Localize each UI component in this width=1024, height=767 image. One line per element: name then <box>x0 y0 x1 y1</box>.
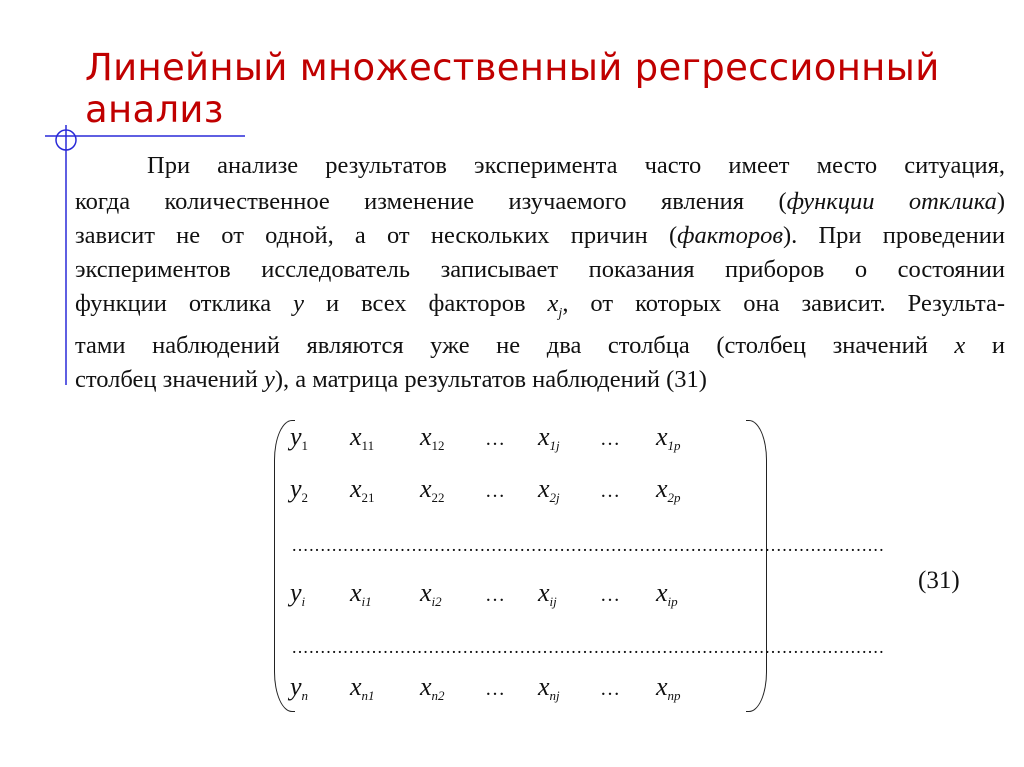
matrix-variable: x <box>538 672 550 701</box>
matrix-cell <box>350 578 372 610</box>
text: ) <box>996 188 1005 215</box>
matrix-cell <box>290 578 305 610</box>
matrix-subscript: 1p <box>667 438 681 453</box>
matrix-subscript: 2 <box>301 490 309 505</box>
paragraph-line <box>75 188 1005 216</box>
matrix-cell <box>656 672 681 704</box>
matrix-variable: x <box>420 672 432 701</box>
matrix-cell <box>350 422 374 454</box>
matrix-cell <box>656 422 681 454</box>
matrix-cell <box>290 422 308 454</box>
matrix-subscript: nj <box>549 688 560 703</box>
text: и <box>965 332 1005 359</box>
ellipsis: … <box>485 678 505 700</box>
matrix-variable: x <box>656 578 668 607</box>
paragraph-line: экспериментов исследователь записывает показания приборов о состоянии <box>75 256 1005 283</box>
dotted-row: ........................................................................................................ <box>292 637 885 657</box>
matrix-variable: y <box>290 672 302 701</box>
matrix-variable: x <box>350 474 362 503</box>
paragraph-line <box>75 290 1005 328</box>
matrix-cell <box>538 474 560 506</box>
matrix-subscript: 1j <box>549 438 560 453</box>
paragraph-line <box>75 366 1005 394</box>
ellipsis: … <box>485 584 505 606</box>
matrix-cell <box>538 422 560 454</box>
var-x: x <box>547 290 559 317</box>
text: тами наблюдений являются уже не два столбца (столбец значений <box>75 332 955 359</box>
text: ), а матрица результатов наблюдений (31) <box>274 366 707 393</box>
matrix-variable: y <box>290 422 302 451</box>
matrix-subscript: 1 <box>301 438 309 453</box>
matrix-cell <box>656 578 678 610</box>
matrix-subscript: np <box>667 688 681 703</box>
matrix-cell <box>420 578 442 610</box>
matrix-variable: x <box>538 474 550 503</box>
matrix-subscript: i2 <box>431 594 442 609</box>
text: зависит не от одной, а от нескольких причин ( <box>75 222 678 249</box>
ellipsis: … <box>485 480 505 502</box>
matrix-cell <box>420 474 445 506</box>
matrix-cell <box>538 578 557 610</box>
right-parenthesis <box>746 420 767 712</box>
ellipsis: … <box>600 678 620 700</box>
ellipsis: … <box>485 428 505 450</box>
term-response-function: функции отклика <box>786 188 997 215</box>
matrix-variable: x <box>538 422 550 451</box>
matrix-variable: x <box>420 578 432 607</box>
matrix-subscript: i1 <box>361 594 372 609</box>
matrix-subscript: 22 <box>431 490 445 505</box>
matrix-cell <box>656 474 681 506</box>
dotted-row: ........................................................................................................ <box>292 535 885 555</box>
text: функции отклика <box>75 290 294 317</box>
matrix-variable: x <box>656 672 668 701</box>
matrix-subscript: n1 <box>361 688 375 703</box>
term-factors: факторов <box>677 222 783 249</box>
matrix-subscript: 21 <box>361 490 375 505</box>
text: и всех факторов <box>304 290 548 317</box>
var-y: y <box>293 290 305 317</box>
matrix-subscript: n <box>301 688 309 703</box>
matrix-variable: x <box>350 672 362 701</box>
matrix-subscript: 12 <box>431 438 445 453</box>
matrix-cell <box>350 672 375 704</box>
matrix-cell <box>290 474 308 506</box>
ellipsis: … <box>600 584 620 606</box>
text: столбец значений <box>75 366 265 393</box>
slide-title-line1: Линейный множественный регрессионный <box>85 46 940 89</box>
ellipsis: … <box>600 428 620 450</box>
subscript-j: j <box>558 306 563 321</box>
matrix-cell <box>420 672 445 704</box>
matrix-variable: x <box>420 474 432 503</box>
matrix-variable: x <box>420 422 432 451</box>
matrix-variable: y <box>290 578 302 607</box>
ellipsis: … <box>600 480 620 502</box>
paragraph-line: При анализе результатов эксперимента часто имеет место ситуация, <box>147 152 1005 179</box>
matrix-subscript: 2p <box>667 490 681 505</box>
matrix-variable: x <box>538 578 550 607</box>
paragraph-line <box>75 332 1005 360</box>
slide-title-line2: анализ <box>85 88 224 131</box>
matrix-cell <box>290 672 308 704</box>
paragraph-line <box>75 222 1005 250</box>
matrix-variable: x <box>656 474 668 503</box>
matrix-variable: x <box>350 578 362 607</box>
matrix-subscript: n2 <box>431 688 445 703</box>
matrix-cell <box>350 474 375 506</box>
left-parenthesis <box>274 420 295 712</box>
matrix-subscript: ip <box>667 594 678 609</box>
var-y: y <box>264 366 275 393</box>
text: , от которых она зависит. Результа- <box>562 290 1005 317</box>
matrix-subscript: 11 <box>361 438 375 453</box>
matrix-cell <box>420 422 445 454</box>
equation-number: (31) <box>918 567 960 594</box>
var-x: x <box>954 332 966 359</box>
matrix-cell <box>538 672 560 704</box>
matrix-variable: x <box>656 422 668 451</box>
matrix-variable: x <box>350 422 362 451</box>
text: когда количественное изменение изучаемого явления ( <box>75 188 787 215</box>
matrix-subscript: ij <box>549 594 557 609</box>
matrix-subscript: 2j <box>549 490 560 505</box>
matrix-variable: y <box>290 474 302 503</box>
text: ). При проведении <box>783 222 1005 249</box>
matrix-subscript: i <box>301 594 306 609</box>
